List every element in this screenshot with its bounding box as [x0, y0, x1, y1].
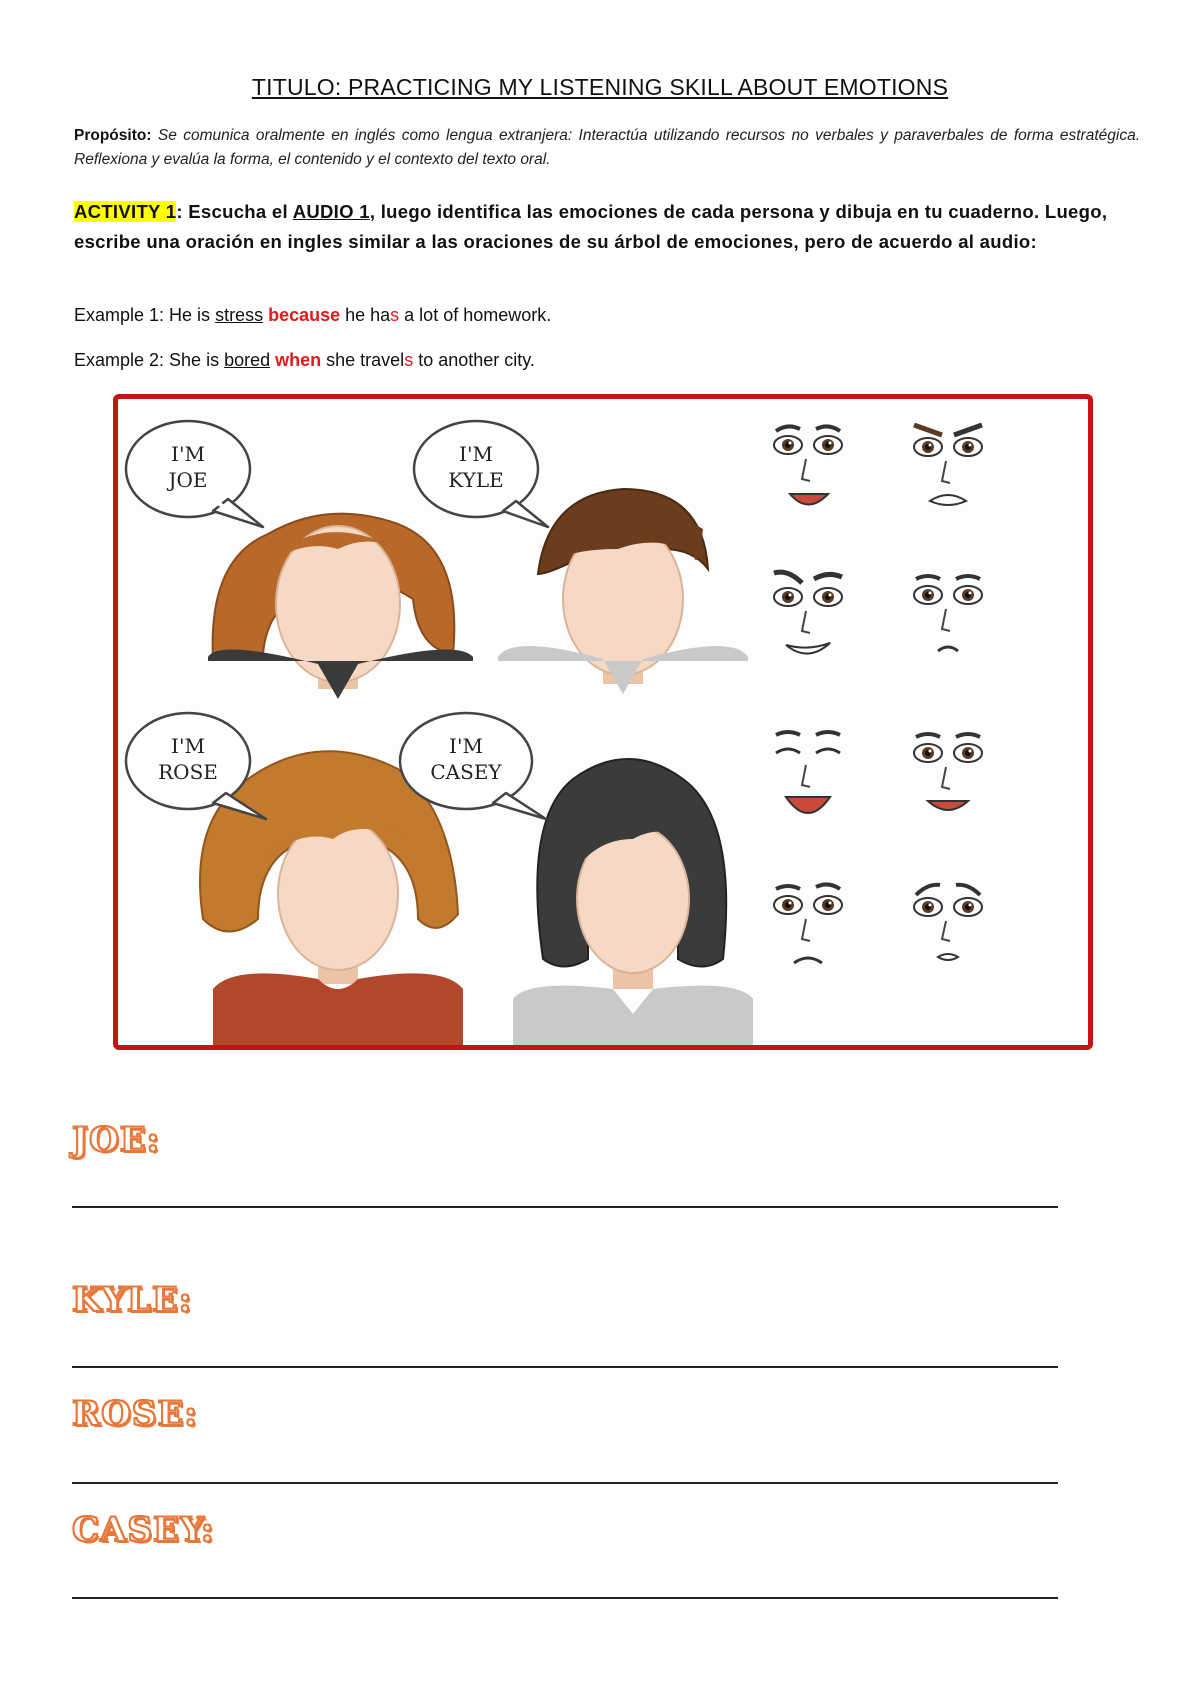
- answer-label-casey: CASEY:: [72, 1510, 215, 1550]
- example-1: Example 1: He is stress because he has a lot of homework.: [74, 305, 552, 325]
- bubble-kyle-line2: KYLE: [448, 468, 504, 492]
- purpose-paragraph: [74, 124, 1140, 172]
- person-casey: [513, 759, 753, 1045]
- person-joe: [208, 514, 473, 699]
- bubble-rose-line1: I'M: [171, 734, 205, 758]
- expression-smiling: [914, 734, 982, 810]
- expression-angry: [914, 425, 982, 505]
- bubble-rose-line2: ROSE: [158, 760, 218, 784]
- expression-happy: [774, 426, 842, 504]
- expression-sad: [914, 576, 982, 651]
- illustration-frame: [113, 394, 1093, 1050]
- emotions-illustration: [118, 399, 1088, 1045]
- expression-disappointed: [774, 884, 842, 963]
- answer-line-rose[interactable]: [72, 1482, 1058, 1484]
- activity-label: ACTIVITY 1: [74, 201, 177, 222]
- bubble-joe-line2: JOE: [168, 468, 208, 492]
- purpose-text: Se comunica oralmente en inglés como lengua extranjera: Interactúa utilizando recursos no verbales y paraverbales de forma estratégica. Reflexiona y evalúa la forma, el contenido y el contexto del texto oral.: [74, 127, 1140, 169]
- expression-laughing: [776, 732, 840, 813]
- speech-bubble-joe: [126, 421, 263, 527]
- answer-line-casey[interactable]: [72, 1597, 1058, 1599]
- activity-instructions: [74, 197, 1140, 256]
- answer-label-rose: ROSE:: [72, 1394, 198, 1434]
- example-1-connector: because: [263, 305, 341, 325]
- answer-line-joe[interactable]: [72, 1206, 1058, 1208]
- speech-bubble-kyle: [414, 421, 548, 527]
- expression-worried: [914, 885, 982, 960]
- expression-mischievous: [774, 572, 842, 653]
- activity-text-1: : Escucha el: [176, 201, 293, 222]
- bubble-joe-line1: I'M: [171, 442, 205, 466]
- answer-label-kyle: KYLE:: [72, 1280, 193, 1320]
- example-1-emotion: stress: [215, 305, 264, 325]
- bubble-casey-line1: I'M: [449, 734, 483, 758]
- bubble-casey-line2: CASEY: [430, 760, 502, 784]
- example-2-emotion: bored: [224, 350, 271, 370]
- example-2-connector: when: [270, 350, 322, 370]
- purpose-label: Propósito:: [74, 127, 152, 144]
- activity-text-2: , luego identifica las emociones de cada persona y dibuja en tu cuaderno. Luego, escribe una oración en ingles similar a las oraciones de su árbol de emociones, pero de acuerdo al audio:: [74, 201, 1108, 252]
- page-title: TITULO: PRACTICING MY LISTENING SKILL ABOUT EMOTIONS: [251, 74, 949, 100]
- audio-reference: AUDIO 1: [292, 201, 370, 222]
- example-2: Example 2: She is bored when she travels to another city.: [74, 350, 535, 370]
- answer-label-joe: JOE:: [72, 1120, 161, 1160]
- bubble-kyle-line1: I'M: [459, 442, 493, 466]
- answer-line-kyle[interactable]: [72, 1366, 1058, 1368]
